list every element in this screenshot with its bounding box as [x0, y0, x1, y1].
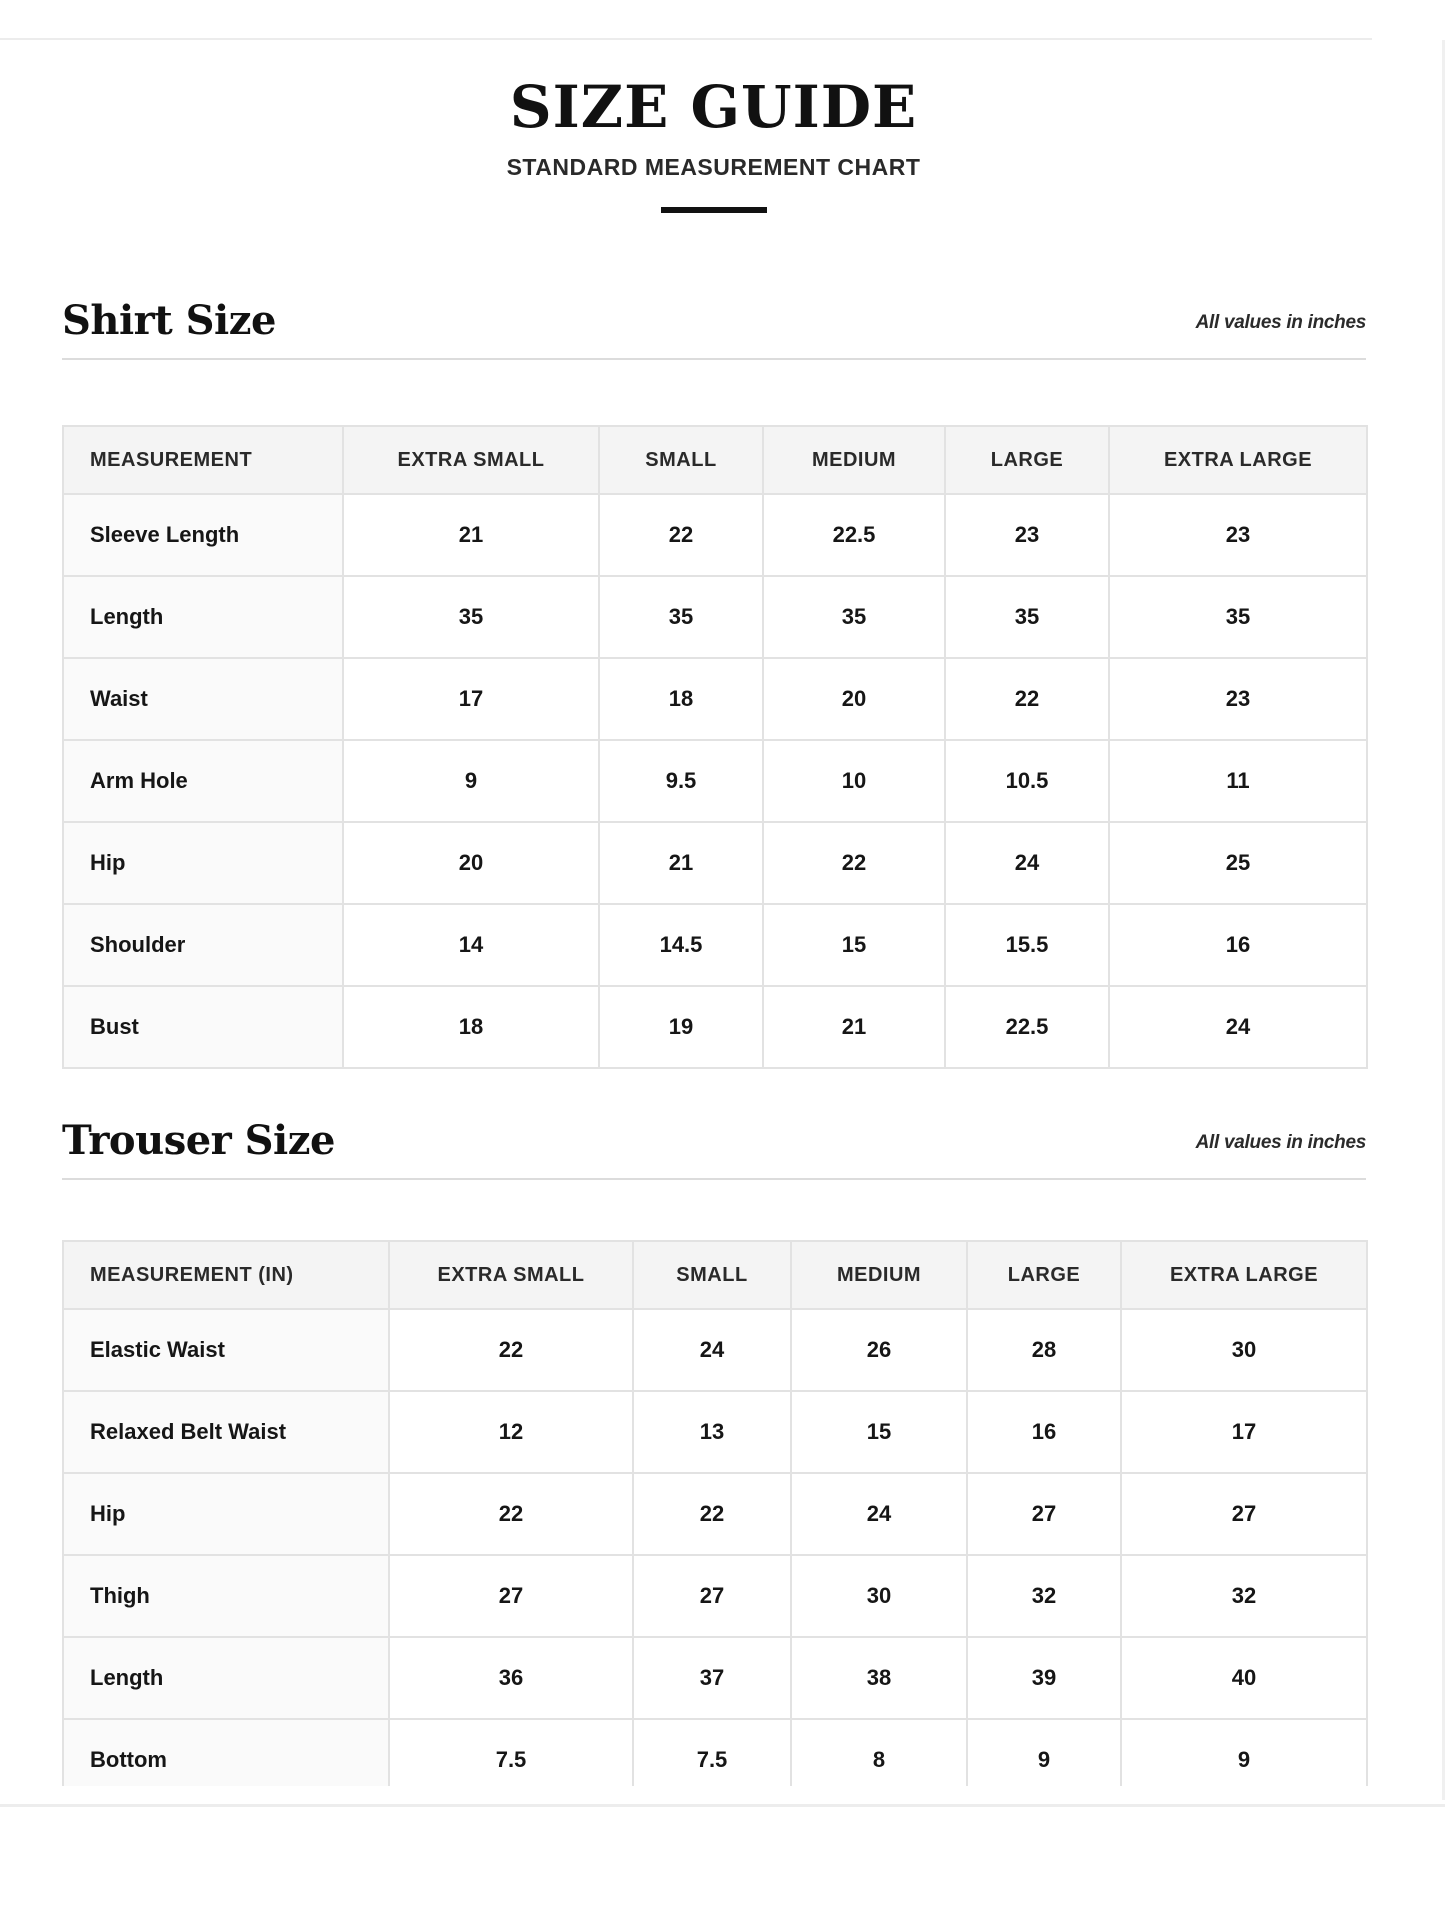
trouser-row-label: Relaxed Belt Waist	[63, 1391, 389, 1473]
trouser-section-header	[62, 1117, 1366, 1180]
trouser-cell-extra-small: 22	[389, 1309, 633, 1391]
shirt-units-note: All values in inches	[1195, 312, 1366, 333]
trouser-row-thigh	[63, 1555, 1367, 1637]
shirt-section	[62, 297, 1366, 360]
trouser-cell-extra-small: 27	[389, 1555, 633, 1637]
trouser-cell-extra-small: 7.5	[389, 1719, 633, 1786]
trouser-size-table	[62, 1240, 1368, 1786]
shirt-col-header-medium: MEDIUM	[763, 426, 945, 494]
trouser-row-label: Bottom	[63, 1719, 389, 1786]
trouser-cell-large: 39	[967, 1637, 1121, 1719]
trouser-col-header-large: LARGE	[967, 1241, 1121, 1309]
shirt-size-table	[62, 425, 1368, 1069]
shirt-cell-large: 22	[945, 658, 1109, 740]
shirt-col-header-measurement: MEASUREMENT	[63, 426, 343, 494]
trouser-cell-small: 22	[633, 1473, 791, 1555]
trouser-section	[62, 1117, 1366, 1180]
shirt-cell-medium: 22.5	[763, 494, 945, 576]
trouser-cell-small: 24	[633, 1309, 791, 1391]
shirt-cell-small: 9.5	[599, 740, 763, 822]
shirt-cell-small: 19	[599, 986, 763, 1068]
shirt-row-arm-hole	[63, 740, 1367, 822]
shirt-row-label: Hip	[63, 822, 343, 904]
trouser-cell-small: 37	[633, 1637, 791, 1719]
trouser-col-header-extra-small: EXTRA SMALL	[389, 1241, 633, 1309]
trouser-cell-small: 27	[633, 1555, 791, 1637]
shirt-cell-extra-small: 20	[343, 822, 599, 904]
trouser-cell-medium: 38	[791, 1637, 967, 1719]
trouser-col-header-medium: MEDIUM	[791, 1241, 967, 1309]
shirt-cell-extra-large: 35	[1109, 576, 1367, 658]
shirt-cell-small: 18	[599, 658, 763, 740]
trouser-cell-large: 32	[967, 1555, 1121, 1637]
trouser-cell-extra-small: 22	[389, 1473, 633, 1555]
trouser-cell-extra-large: 40	[1121, 1637, 1367, 1719]
trouser-cell-extra-small: 12	[389, 1391, 633, 1473]
shirt-row-sleeve-length	[63, 494, 1367, 576]
trouser-cell-extra-large: 30	[1121, 1309, 1367, 1391]
shirt-col-header-extra-small: EXTRA SMALL	[343, 426, 599, 494]
trouser-row-label: Thigh	[63, 1555, 389, 1637]
shirt-cell-large: 35	[945, 576, 1109, 658]
page-title: SIZE GUIDE	[509, 73, 918, 141]
shirt-row-label: Waist	[63, 658, 343, 740]
shirt-row-label: Length	[63, 576, 343, 658]
bottom-divider	[0, 1804, 1445, 1807]
trouser-cell-large: 9	[967, 1719, 1121, 1786]
title-underline	[661, 207, 767, 213]
page-header	[0, 72, 1427, 213]
shirt-cell-large: 24	[945, 822, 1109, 904]
trouser-cell-medium: 15	[791, 1391, 967, 1473]
trouser-cell-extra-large: 9	[1121, 1719, 1367, 1786]
trouser-cell-medium: 8	[791, 1719, 967, 1786]
trouser-cell-extra-large: 32	[1121, 1555, 1367, 1637]
shirt-cell-extra-large: 25	[1109, 822, 1367, 904]
shirt-col-header-large: LARGE	[945, 426, 1109, 494]
trouser-header-row	[63, 1241, 1367, 1309]
trouser-table-viewport	[62, 1240, 1368, 1786]
shirt-row-length	[63, 576, 1367, 658]
shirt-row-bust	[63, 986, 1367, 1068]
shirt-section-title: Shirt Size	[62, 297, 276, 344]
trouser-section-title: Trouser Size	[62, 1117, 335, 1164]
shirt-cell-extra-large: 11	[1109, 740, 1367, 822]
shirt-cell-medium: 10	[763, 740, 945, 822]
shirt-section-header	[62, 297, 1366, 360]
shirt-cell-extra-small: 17	[343, 658, 599, 740]
shirt-cell-medium: 20	[763, 658, 945, 740]
trouser-row-label: Elastic Waist	[63, 1309, 389, 1391]
shirt-cell-medium: 35	[763, 576, 945, 658]
shirt-row-shoulder	[63, 904, 1367, 986]
shirt-cell-large: 22.5	[945, 986, 1109, 1068]
shirt-row-hip	[63, 822, 1367, 904]
shirt-header-row	[63, 426, 1367, 494]
trouser-row-hip	[63, 1473, 1367, 1555]
trouser-cell-large: 16	[967, 1391, 1121, 1473]
shirt-row-label: Bust	[63, 986, 343, 1068]
trouser-cell-large: 28	[967, 1309, 1121, 1391]
trouser-cell-small: 13	[633, 1391, 791, 1473]
trouser-cell-small: 7.5	[633, 1719, 791, 1786]
trouser-cell-medium: 26	[791, 1309, 967, 1391]
top-divider	[0, 38, 1372, 40]
shirt-cell-extra-small: 21	[343, 494, 599, 576]
trouser-row-bottom	[63, 1719, 1367, 1786]
shirt-row-label: Shoulder	[63, 904, 343, 986]
trouser-col-header-extra-large: EXTRA LARGE	[1121, 1241, 1367, 1309]
trouser-cell-extra-large: 27	[1121, 1473, 1367, 1555]
shirt-cell-small: 22	[599, 494, 763, 576]
trouser-cell-medium: 30	[791, 1555, 967, 1637]
page-subtitle: STANDARD MEASUREMENT CHART	[506, 154, 921, 180]
shirt-cell-extra-small: 9	[343, 740, 599, 822]
trouser-row-length	[63, 1637, 1367, 1719]
trouser-col-header-small: SMALL	[633, 1241, 791, 1309]
shirt-col-header-extra-large: EXTRA LARGE	[1109, 426, 1367, 494]
shirt-cell-extra-small: 14	[343, 904, 599, 986]
shirt-cell-small: 14.5	[599, 904, 763, 986]
shirt-row-waist	[63, 658, 1367, 740]
trouser-cell-extra-large: 17	[1121, 1391, 1367, 1473]
shirt-cell-small: 35	[599, 576, 763, 658]
shirt-cell-extra-small: 18	[343, 986, 599, 1068]
trouser-row-label: Hip	[63, 1473, 389, 1555]
trouser-row-elastic-waist	[63, 1309, 1367, 1391]
shirt-cell-large: 15.5	[945, 904, 1109, 986]
shirt-cell-extra-large: 24	[1109, 986, 1367, 1068]
shirt-cell-extra-large: 23	[1109, 658, 1367, 740]
shirt-cell-medium: 22	[763, 822, 945, 904]
shirt-cell-small: 21	[599, 822, 763, 904]
shirt-col-header-small: SMALL	[599, 426, 763, 494]
shirt-cell-extra-small: 35	[343, 576, 599, 658]
shirt-cell-medium: 21	[763, 986, 945, 1068]
shirt-cell-large: 23	[945, 494, 1109, 576]
trouser-col-header-measurement-in: MEASUREMENT (IN)	[63, 1241, 389, 1309]
trouser-units-note: All values in inches	[1195, 1132, 1366, 1153]
trouser-cell-large: 27	[967, 1473, 1121, 1555]
shirt-cell-medium: 15	[763, 904, 945, 986]
shirt-cell-extra-large: 16	[1109, 904, 1367, 986]
shirt-row-label: Arm Hole	[63, 740, 343, 822]
shirt-cell-extra-large: 23	[1109, 494, 1367, 576]
trouser-row-relaxed-belt-waist	[63, 1391, 1367, 1473]
trouser-cell-medium: 24	[791, 1473, 967, 1555]
trouser-cell-extra-small: 36	[389, 1637, 633, 1719]
trouser-row-label: Length	[63, 1637, 389, 1719]
shirt-row-label: Sleeve Length	[63, 494, 343, 576]
shirt-cell-large: 10.5	[945, 740, 1109, 822]
